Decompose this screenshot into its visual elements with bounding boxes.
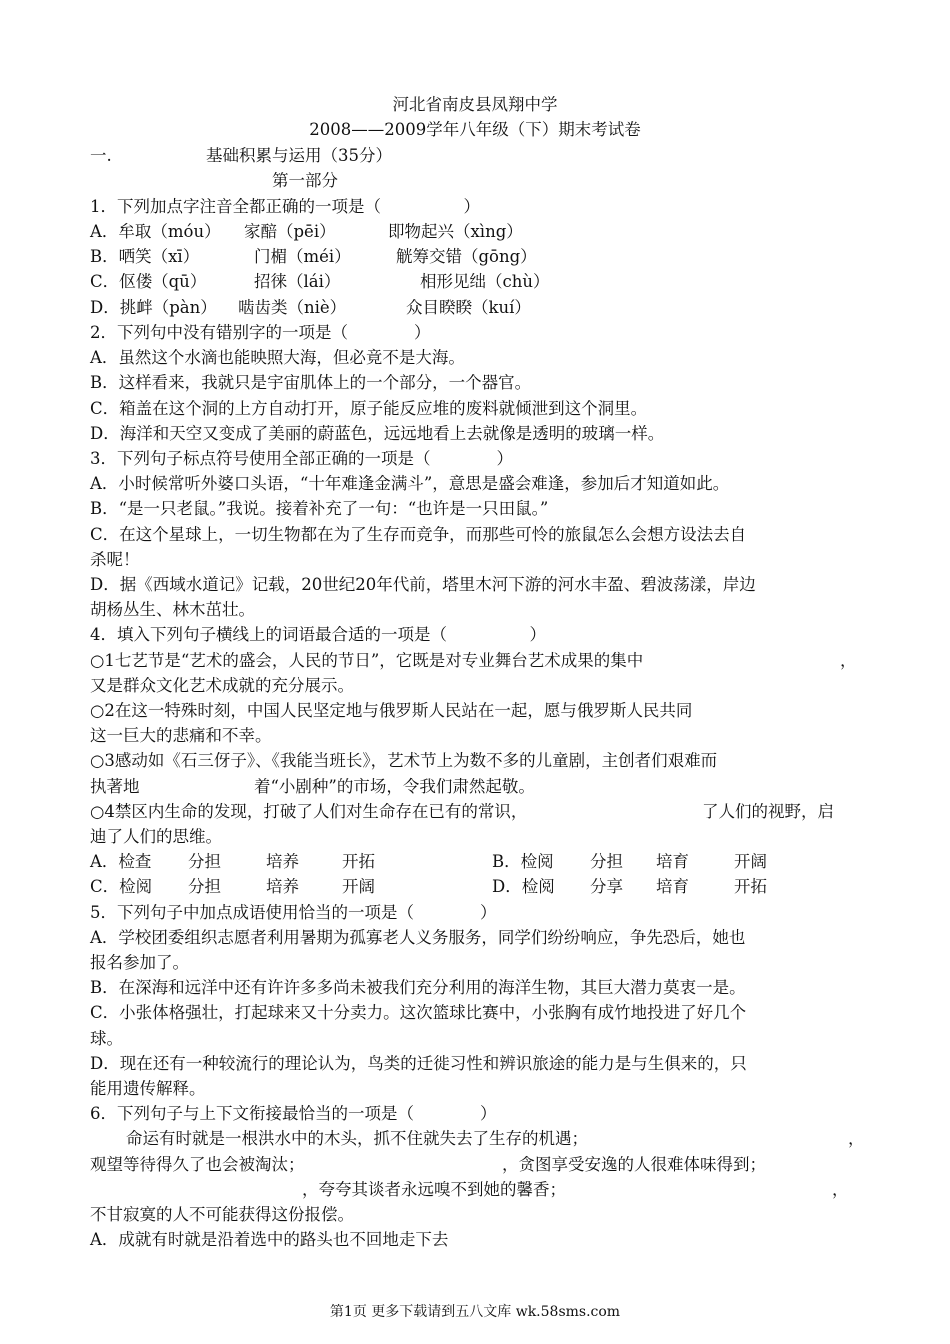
page-footer: 第1页 更多下载请到五八文库 wk.58sms.com	[329, 1304, 621, 1320]
option-item: 啮齿类（niè）	[238, 298, 347, 317]
question-5-option-a-cont: 报名参加了。	[90, 953, 189, 972]
question-3-option-a: A．小时候常听外婆口头语，“十年难逢金满斗”，意思是盛会难逢，参加后才知道如此。	[90, 474, 730, 493]
question-3-option-b: B．“是一只老鼠。”我说。接着补充了一句：“也许是一只田鼠。”	[90, 499, 549, 518]
question-5-option-c-cont: 球。	[90, 1029, 123, 1048]
option-item: B．哂笑（xī）	[90, 247, 200, 266]
option-item: 分担	[188, 852, 221, 871]
sentence-text: 了人们的视野，启	[702, 802, 834, 821]
option-item: 家醅（pēi）	[244, 222, 336, 241]
option-item: B．检阅	[492, 852, 554, 871]
sentence-text: ○4禁区内生命的发现，打破了人们对生命存在已有的常识，	[90, 802, 528, 821]
question-3-option-c: C．在这个星球上，一切生物都在为了生存而竞争，而那些可怜的旅鼠怎么会想方设法去自	[90, 525, 747, 544]
section-title: 基础积累与运用（35分）	[206, 146, 392, 165]
question-2-option-d: D．海洋和天空又变成了美丽的蔚蓝色，远远地看上去就像是透明的玻璃一样。	[90, 424, 665, 443]
question-6-passage-2: 观望等待得久了也会被淘汰；	[90, 1155, 305, 1174]
question-6-passage-3: ，夸夸其谈者永远嗅不到她的馨香；	[302, 1180, 566, 1199]
question-4-stem: 4．填入下列句子横线上的词语最合适的一项是（ ）	[90, 625, 546, 644]
question-5-option-a: A．学校团委组织志愿者利用暑期为孤寡老人义务服务，同学们纷纷响应，争先恐后，她也	[90, 928, 746, 947]
question-2-option-b: B．这样看来，我就只是宇宙肌体上的一个部分，一个器官。	[90, 373, 532, 392]
option-item: 分担	[590, 852, 623, 871]
question-4-sentence-2-cont: 这一巨大的悲痛和不幸。	[90, 726, 272, 745]
question-5-option-b: B．在深海和远洋中还有许许多多尚未被我们充分利用的海洋生物，其巨大潜力莫衷一是。	[90, 978, 746, 997]
question-5-option-c: C．小张体格强壮，打起球来又十分卖力。这次篮球比赛中，小张胸有成竹地投进了好几个	[90, 1003, 747, 1022]
option-item: 分享	[590, 877, 623, 896]
question-2-option-c: C．箱盖在这个洞的上方自动打开，原子能反应堆的废料就倾泄到这个洞里。	[90, 399, 648, 418]
question-6-passage-4: 不甘寂寞的人不可能获得这份报偿。	[90, 1205, 354, 1224]
option-item: 培养	[266, 852, 299, 871]
question-4-sentence-1: ○1七艺节是“艺术的盛会，人民的节日”，它既是对专业舞台艺术成果的集中	[90, 651, 644, 670]
question-1-stem: 1．下列加点字注音全都正确的一项是（ ）	[90, 197, 480, 216]
option-item: 培养	[266, 877, 299, 896]
option-item: C．检阅	[90, 877, 153, 896]
question-4-sentence-1-cont: 又是群众文化艺术成就的充分展示。	[90, 676, 354, 695]
option-item: D．挑衅（pàn）	[90, 298, 217, 317]
option-item: 开阔	[342, 877, 375, 896]
option-item: 开拓	[734, 877, 767, 896]
question-4-sentence-2: ○2在这一特殊时刻，中国人民坚定地与俄罗斯人民站在一起，愿与俄罗斯人民共同	[90, 701, 693, 720]
question-6-option-a: A．成就有时就是沿着选中的路头也不回地走下去	[90, 1230, 449, 1249]
sentence-text: 着“小剧种”的市场，令我们肃然起敬。	[254, 777, 535, 796]
option-item: 开阔	[734, 852, 767, 871]
option-item: 门楣（méi）	[254, 247, 351, 266]
question-3-option-d: D．据《西域水道记》记载，20世纪20年代前，塔里木河下游的河水丰盈、碧波荡漾，岸边	[90, 575, 756, 594]
question-3-option-c-cont: 杀呢！	[90, 550, 140, 569]
option-item: D．检阅	[492, 877, 555, 896]
option-item: 觥筹交错（gōng）	[396, 247, 537, 266]
option-item: 培育	[656, 877, 689, 896]
section-heading	[90, 145, 392, 167]
question-3-stem: 3．下列句子标点符号使用全部正确的一项是（ ）	[90, 449, 513, 468]
option-item: 分担	[188, 877, 221, 896]
question-3-option-d-cont: 胡杨丛生、林木茁壮。	[90, 600, 255, 619]
question-6-passage-1: 命运有时就是一根洪水中的木头，抓不住就失去了生存的机遇；	[126, 1129, 588, 1148]
option-item: 相形见绌（chù）	[420, 272, 550, 291]
option-item: C．伛偻（qū）	[90, 272, 207, 291]
question-6-passage-2b: ，贪图享受安逸的人很难体味得到；	[502, 1155, 766, 1174]
question-2-stem: 2．下列句中没有错别字的一项是（ ）	[90, 323, 431, 342]
option-item: 开拓	[342, 852, 375, 871]
question-2-option-a: A．虽然这个水滴也能映照大海，但必竟不是大海。	[90, 348, 465, 367]
sentence-text: 执著地	[90, 777, 140, 796]
option-item: A．牟取（móu）	[90, 222, 221, 241]
option-item: 即物起兴（xìng）	[388, 222, 523, 241]
school-title: 河北省南皮县凤翔中学	[392, 95, 558, 114]
option-item: 众目睽睽（kuí）	[406, 298, 531, 317]
question-4-sentence-3: ○3感动如《石三伢子》、《我能当班长》，艺术节上为数不多的儿童剧，主创者们艰难而	[90, 751, 718, 770]
part-title: 第一部分	[272, 171, 338, 190]
question-5-option-d: D．现在还有一种较流行的理论认为，鸟类的迁徙习性和辨识旅途的能力是与生俱来的，只	[90, 1054, 747, 1073]
option-item: 招徕（lái）	[254, 272, 341, 291]
section-number: 一.	[90, 146, 112, 165]
question-5-stem: 5．下列句子中加点成语使用恰当的一项是（ ）	[90, 903, 497, 922]
option-item: 培育	[656, 852, 689, 871]
question-5-option-d-cont: 能用遗传解释。	[90, 1079, 206, 1098]
question-6-passage-3-comma: ，	[832, 1180, 849, 1199]
question-6-passage-1-comma: ，	[848, 1129, 865, 1148]
question-6-stem: 6．下列句子与上下文衔接最恰当的一项是（ ）	[90, 1104, 497, 1123]
question-4-sentence-4-cont: 迪了人们的思维。	[90, 827, 222, 846]
question-4-sentence-1-comma: ，	[840, 651, 857, 670]
exam-title: 2008——2009学年八年级（下）期末考试卷	[309, 120, 641, 139]
option-item: A．检查	[90, 852, 152, 871]
